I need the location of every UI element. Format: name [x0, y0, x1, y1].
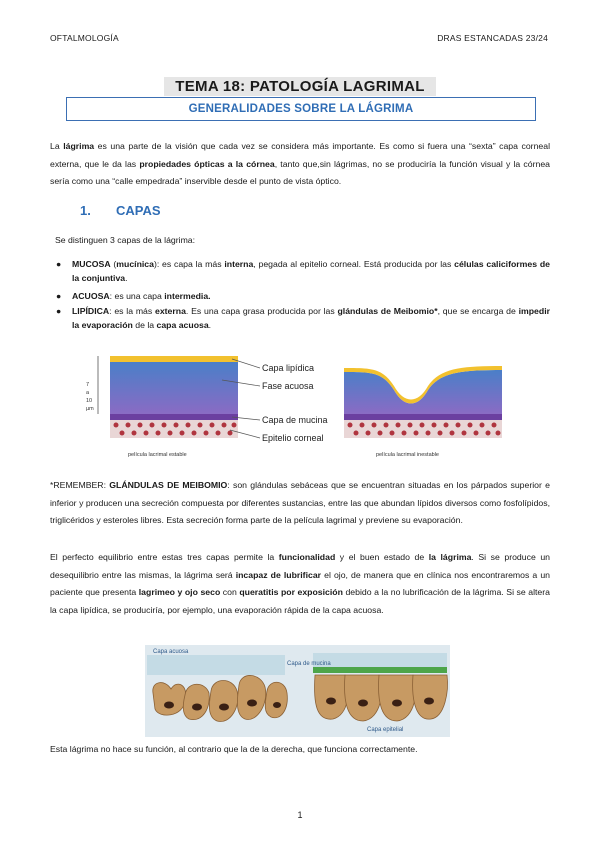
tear-film-layers-figure: [82, 350, 532, 470]
layers-intro: Se distinguen 3 capas de la lágrima:: [55, 235, 196, 245]
subtitle-box: GENERALIDADES SOBRE LA LÁGRIMA: [66, 97, 536, 121]
bullet-dot: ●: [56, 259, 62, 269]
header-left: OFTALMOLOGÍA: [50, 33, 119, 43]
section-title: CAPAS: [116, 203, 161, 218]
mucin-layer-left: [110, 414, 238, 420]
page-title: TEMA 18: PATOLOGÍA LAGRIMAL: [164, 77, 436, 96]
scale-label-4: µm: [86, 406, 94, 412]
mucin-right: [313, 667, 447, 673]
remember-paragraph: *REMEMBER: GLÁNDULAS DE MEIBOMIO: son glándulas sebáceas que se encuentran situadas en los párpados superior e inferior y producen una secreción compuesta por diferentes sustancias, entre las que abundan lípidos diversos como fosfolípidos, triglicéridos y esteroles libres. Esta secreción forma parte de la película lagrimal y previene su evaporación.: [50, 480, 550, 526]
caption-stable: película lacrimal estable: [128, 452, 187, 458]
aqueous-right: [313, 653, 447, 667]
intro-paragraph: La lágrima es una parte de la visión que cada vez se considera más importante. Es como si fuera una “sexta” capa corneal externa, que le da las propiedades ópticas a la córnea, tanto que,sin lágrimas, no se produciría la función visual y la córnea sería como una “calle empedrada” inservible desde el punto de vista óptico.: [50, 141, 551, 187]
equilibrium-paragraph: El perfecto equilibrio entre estas tres capas permite la funcionalidad y el buen estado de la lágrima. Si se produce un desequilibrio entre las mismas, la lágrima será incapaz de lubrificar el ojo, de manera que en clínica nos encontraremos a un paciente que presenta lagrimeo y ojo seco con queratitis por exposición debido a la no lubrificación de la lágrima. Si se altera la capa lipídica, se produciría, por ejemplo, una evaporación rápida de la capa acuosa.: [50, 552, 550, 615]
bullet-dot: ●: [56, 291, 62, 301]
lipid-layer-left: [110, 356, 238, 362]
bullet-dot: ●: [56, 306, 62, 316]
label-capa-mucina: Capa de mucina: [287, 661, 331, 667]
section-number: 1.: [80, 203, 91, 218]
tear-layer-cells-figure: [145, 645, 450, 737]
label-lipid: Capa lipídica: [262, 363, 315, 373]
closing-sentence: Esta lágrima no hace su función, al contrario que la de la derecha, que funciona correctamente.: [50, 744, 418, 754]
label-epithelium: Epitelio corneal: [262, 433, 324, 443]
aqueous-layer-left: [110, 362, 238, 414]
scale-label-1: 7: [86, 382, 90, 388]
section-heading: [80, 203, 161, 218]
label-capa-acuosa: Capa acuosa: [153, 649, 189, 655]
label-mucin: Capa de mucina: [262, 415, 328, 425]
mucin-layer-right: [344, 414, 502, 420]
label-aqueous: Fase acuosa: [262, 381, 314, 391]
caption-unstable: película lacrimal inestable: [376, 452, 439, 458]
scale-label-2: a: [86, 390, 90, 396]
header-right: DRAS ESTANCADAS 23/24: [437, 33, 548, 43]
label-capa-epitelial: Capa epitelial: [367, 727, 404, 733]
scale-label-3: 10: [86, 398, 93, 404]
aqueous-layer-right: [344, 370, 502, 414]
page-number: 1: [297, 810, 303, 820]
aqueous-left: [147, 655, 285, 675]
